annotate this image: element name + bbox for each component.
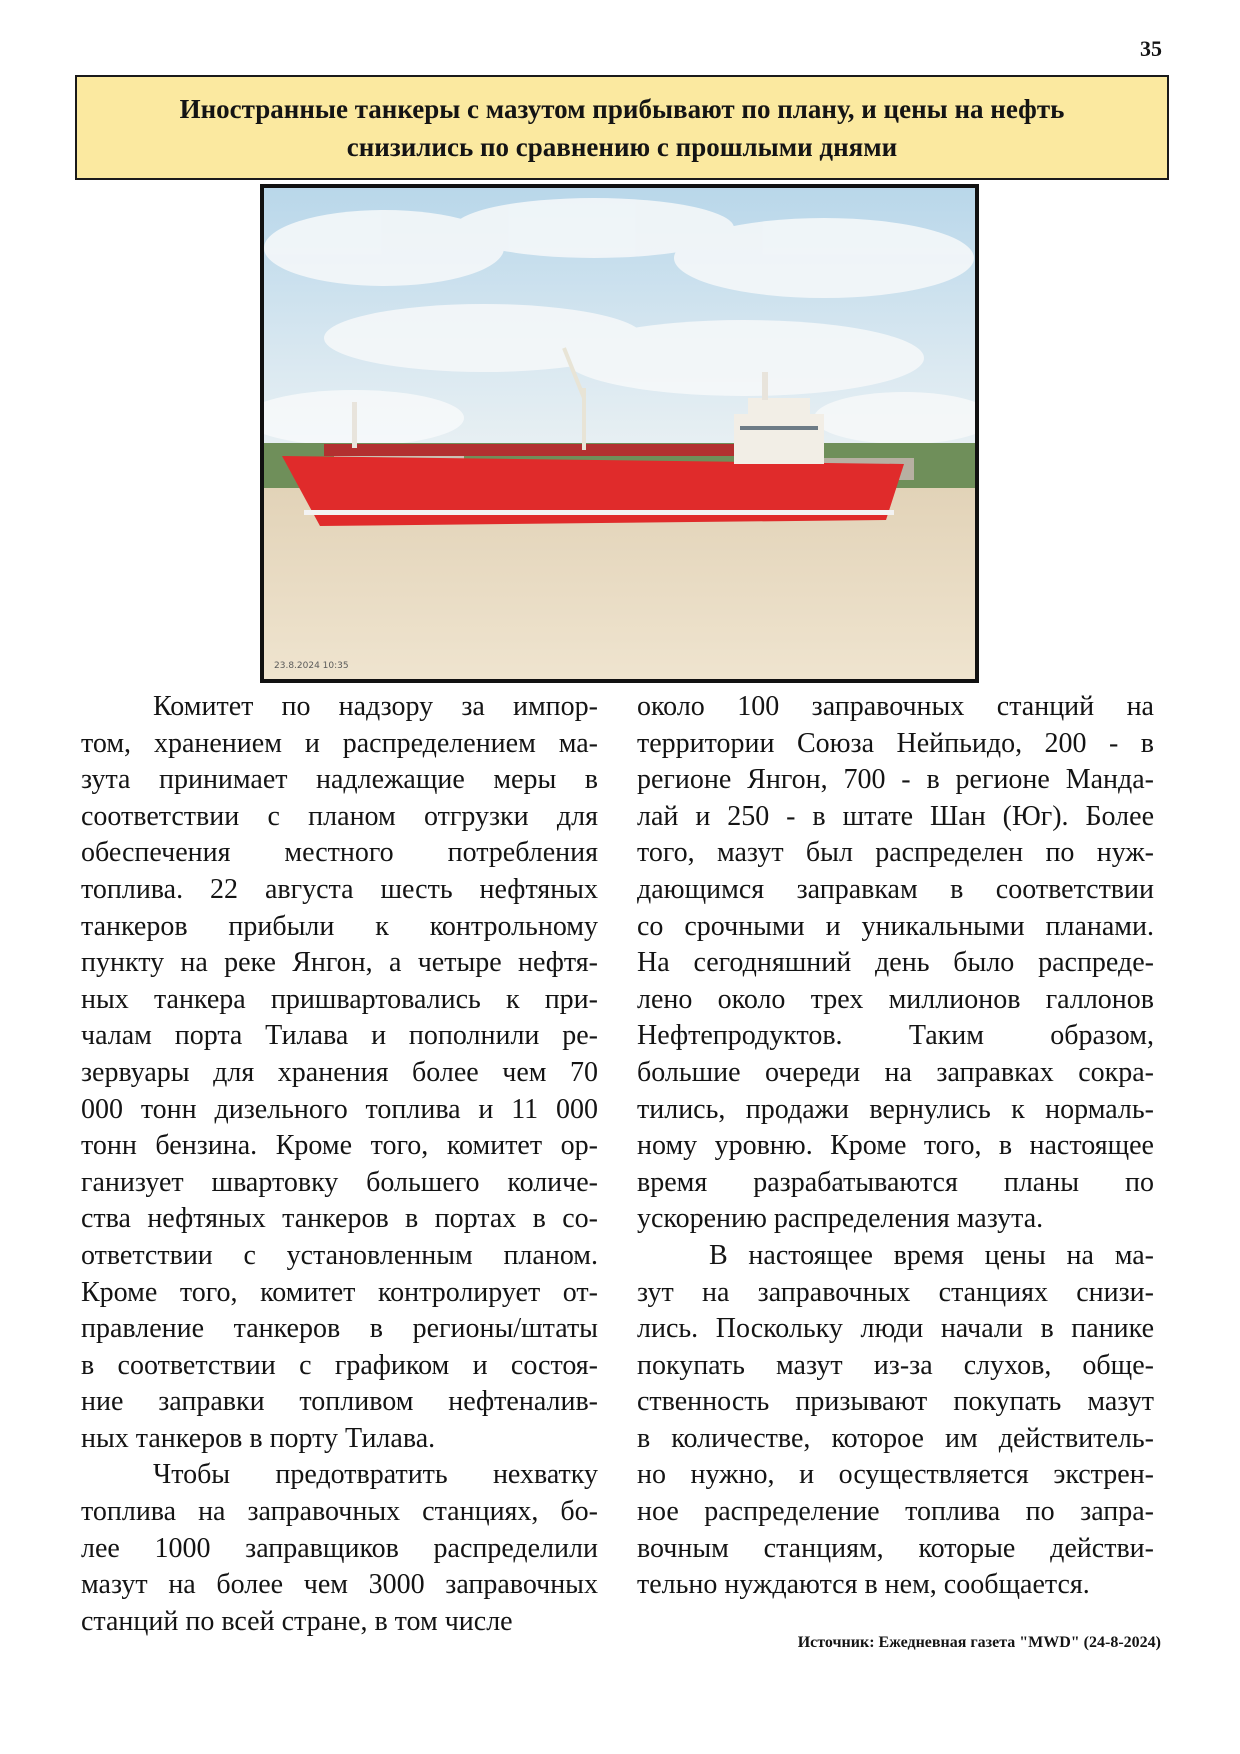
headline-box <box>75 75 1169 180</box>
text-line: мазут на более чем 3000 заправочных <box>81 1569 598 1601</box>
text-line: лее 1000 заправщиков распределили <box>81 1532 598 1564</box>
text-line: чалам порта Тилава и пополнили ре- <box>81 1020 598 1052</box>
ship-deck-rail <box>324 444 794 456</box>
text-line: ответствии с установленным планом. <box>81 1239 598 1271</box>
text-line: ства нефтяных танкеров в портах в со- <box>81 1203 598 1235</box>
tanker-photo <box>260 184 979 683</box>
text-line: станций по всей стране, в том числе <box>81 1605 513 1637</box>
text-line: около 100 заправочных станций на <box>637 691 1154 722</box>
text-line: топлива. 22 августа шесть нефтяных <box>81 873 598 905</box>
text-line: лено около трех миллионов галлонов <box>637 983 1154 1015</box>
left-column <box>81 689 598 1640</box>
ship-mast <box>352 402 357 448</box>
text-line: Нефтепродуктов. Таким образом, <box>637 1020 1154 1052</box>
text-line: том, хранением и распределением ма- <box>81 727 598 759</box>
text-line: того, мазут был распределен по нуж- <box>637 837 1154 869</box>
source-credit: Источник: Ежедневная газета "MWD" (24-8-2024) <box>797 1634 1161 1651</box>
text-line: ных танкеров в порту Тилава. <box>81 1422 436 1454</box>
text-line: 000 тонн дизельного топлива и 11 000 <box>81 1093 598 1125</box>
text-line: покупать мазут из-за слухов, обще- <box>637 1349 1154 1381</box>
headline-line-1: Иностранные танкеры с мазутом прибывают по плану, и цены на нефть <box>179 93 1065 124</box>
text-line: большие очереди на заправках сокра- <box>637 1056 1154 1088</box>
text-line: ное распределение топлива по запра- <box>637 1496 1154 1528</box>
text-line: ганизует швартовку большего количе- <box>81 1166 598 1198</box>
text-line: В настоящее время цены на ма- <box>709 1239 1154 1271</box>
tanker-illustration <box>264 188 975 679</box>
page-number: 35 <box>1140 36 1162 61</box>
text-line: в соответствии с графиком и состоя- <box>81 1349 598 1381</box>
text-line: зут на заправочных станциях снизи- <box>637 1276 1154 1308</box>
text-line: пункту на реке Янгон, а четыре нефтя- <box>81 947 598 979</box>
headline-line-2: снизились по сравнению с прошлыми днями <box>346 131 898 162</box>
text-line: тельно нуждаются в нем, сообщается. <box>637 1569 1090 1601</box>
text-line: регионе Янгон, 700 - в регионе Манда- <box>637 764 1154 796</box>
photo-stamp: 23.8.2024 10:35 <box>274 661 349 671</box>
text-line: На сегодняшний день было распреде- <box>637 947 1154 979</box>
text-line: топлива на заправочных станциях, бо- <box>81 1496 598 1528</box>
text-line: Кроме того, комитет контролирует от- <box>81 1276 598 1308</box>
text-line: ускорению распределения мазута. <box>637 1203 1044 1235</box>
text-line: но нужно, и осуществляется экстрен- <box>637 1459 1154 1491</box>
text-line: вочным станциям, которые действи- <box>637 1532 1154 1564</box>
text-line: тонн бензина. Кроме того, комитет ор- <box>81 1130 598 1162</box>
text-line: тились, продажи вернулись к нормаль- <box>637 1093 1154 1125</box>
text-line: ние заправки топливом нефтеналив- <box>81 1386 598 1418</box>
text-line: танкеров прибыли к контрольному <box>81 910 598 942</box>
text-line: соответствии с планом отгрузки для <box>81 800 598 832</box>
text-line: время разрабатываются планы по <box>637 1166 1154 1198</box>
text-line: Комитет по надзору за импор- <box>153 691 598 722</box>
text-line: со срочными и уникальными планами. <box>637 910 1154 942</box>
text-line: территории Союза Нейпьидо, 200 - в <box>637 727 1154 759</box>
text-line: Чтобы предотвратить нехватку <box>153 1459 598 1491</box>
text-line: ному уровню. Кроме того, в настоящее <box>637 1130 1154 1162</box>
text-line: зута принимает надлежащие меры в <box>81 764 598 796</box>
ship-hull <box>282 456 904 526</box>
headline-title <box>180 90 1065 166</box>
text-line: обеспечения местного потребления <box>81 837 598 869</box>
text-line: ных танкера пришвартовались к при- <box>81 983 598 1015</box>
text-line: зервуары для хранения более чем 70 <box>81 1056 598 1088</box>
text-line: правление танкеров в регионы/штаты <box>81 1313 598 1345</box>
right-column <box>637 689 1154 1604</box>
text-line: лись. Поскольку люди начали в панике <box>637 1313 1154 1345</box>
text-line: дающимся заправкам в соответствии <box>637 873 1154 905</box>
text-line: ственность призывают покупать мазут <box>637 1386 1154 1418</box>
text-line: лай и 250 - в штате Шан (Юг). Более <box>637 800 1154 832</box>
text-line: в количестве, которое им действитель- <box>637 1422 1154 1454</box>
